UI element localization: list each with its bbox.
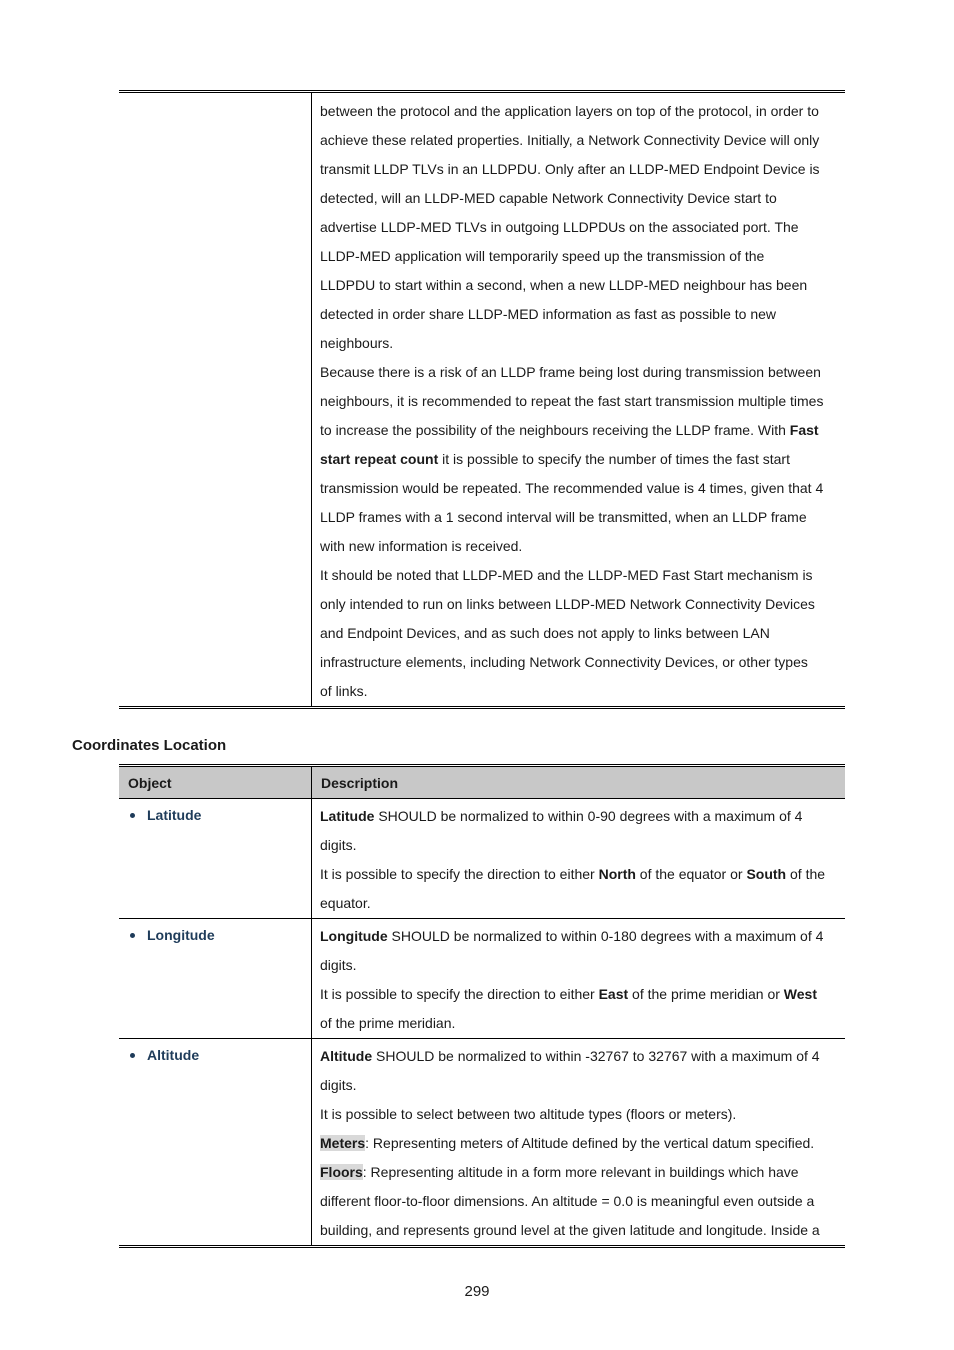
text-line: transmission would be repeated. The recommended value is 4 times, given that 4 bbox=[320, 480, 824, 496]
header-description: Description bbox=[321, 775, 399, 791]
object-item-altitude bbox=[128, 1043, 302, 1067]
text-line: digits. bbox=[320, 1077, 357, 1093]
text-line: : Representing altitude in a form more relevant in buildings which have bbox=[362, 1164, 799, 1180]
paragraph-fast-start-note bbox=[320, 561, 837, 706]
description-text bbox=[320, 1042, 837, 1245]
text-line: detected, will an LLDP-MED capable Network Connectivity Device start to bbox=[320, 190, 777, 206]
text-line: of the bbox=[786, 866, 826, 882]
bold-term: West bbox=[783, 986, 817, 1002]
text-line: detected in order share LLDP-MED information as fast as possible to new bbox=[320, 306, 777, 322]
text-line: It is possible to specify the direction to either bbox=[320, 986, 599, 1002]
bullet-icon bbox=[130, 813, 135, 818]
description-cell bbox=[312, 1039, 845, 1245]
text-line: with new information is received. bbox=[320, 538, 523, 554]
description-text bbox=[320, 802, 837, 918]
text-line: : Representing meters of Altitude defined by the vertical datum specified. bbox=[365, 1135, 815, 1151]
text-line: digits. bbox=[320, 957, 357, 973]
paragraph-fast-start-repeat bbox=[320, 358, 837, 561]
text-line: digits. bbox=[320, 837, 357, 853]
text-line: of the equator or bbox=[635, 866, 747, 882]
text-line: to increase the possibility of the neighbours receiving the LLDP frame. With bbox=[320, 422, 790, 438]
highlighted-term: Meters bbox=[320, 1135, 366, 1151]
table-row-latitude bbox=[119, 798, 845, 918]
text-line: different floor-to-floor dimensions. An altitude = 0.0 is meaningful even outside a bbox=[320, 1193, 815, 1209]
text-line: and Endpoint Devices, and as such does not apply to links between LAN bbox=[320, 625, 770, 641]
bold-term: Altitude bbox=[320, 1048, 373, 1064]
text-line: of links. bbox=[320, 683, 368, 699]
text-line: SHOULD be normalized to within 0-90 degrees with a maximum of 4 bbox=[374, 808, 803, 824]
object-label: Latitude bbox=[147, 807, 202, 823]
text-line: between the protocol and the application layers on top of the protocol, in order to bbox=[320, 103, 819, 119]
table-header-row bbox=[119, 767, 845, 798]
description-cell bbox=[312, 919, 845, 1038]
object-cell bbox=[119, 919, 312, 1038]
bold-term: Latitude bbox=[320, 808, 375, 824]
bold-term: North bbox=[598, 866, 636, 882]
text-line: It is possible to specify the direction to either bbox=[320, 866, 599, 882]
text-line: only intended to run on links between LLDP-MED Network Connectivity Devices bbox=[320, 596, 815, 612]
highlighted-term: Floors bbox=[320, 1164, 363, 1180]
paragraph-fast-start-intro bbox=[320, 97, 837, 358]
object-label: Altitude bbox=[147, 1047, 200, 1063]
text-line: neighbours, it is recommended to repeat the fast start transmission multiple times bbox=[320, 393, 824, 409]
object-cell-empty bbox=[119, 93, 312, 706]
text-line: building, and represents ground level at the given latitude and longitude. Inside a bbox=[320, 1222, 820, 1238]
object-cell bbox=[119, 799, 312, 918]
bullet-icon bbox=[130, 933, 135, 938]
bold-term: Fast bbox=[789, 422, 819, 438]
object-label: Longitude bbox=[147, 927, 215, 943]
bold-term: East bbox=[598, 986, 629, 1002]
page-number: 299 bbox=[464, 1283, 490, 1300]
header-object: Object bbox=[119, 767, 312, 798]
object-item-longitude bbox=[128, 923, 302, 947]
section-title: Coordinates Location bbox=[72, 737, 227, 754]
description-text bbox=[320, 922, 837, 1038]
description-cell bbox=[312, 93, 845, 706]
text-line: LLDPDU to start within a second, when a new LLDP-MED neighbour has been bbox=[320, 277, 808, 293]
object-item-latitude bbox=[128, 803, 302, 827]
text-line: it is possible to specify the number of times the fast start bbox=[438, 451, 790, 467]
coordinates-location-table bbox=[119, 764, 845, 1248]
bold-term: Longitude bbox=[320, 928, 388, 944]
description-cell bbox=[312, 799, 845, 918]
text-line: equator. bbox=[320, 895, 371, 911]
bullet-icon bbox=[130, 1053, 135, 1058]
text-line: achieve these related properties. Initially, a Network Connectivity Device will only bbox=[320, 132, 820, 148]
text-line: transmit LLDP TLVs in an LLDPDU. Only after an LLDP-MED Endpoint Device is bbox=[320, 161, 820, 177]
text-line: of the prime meridian. bbox=[320, 1015, 456, 1031]
text-line: SHOULD be normalized to within 0-180 degrees with a maximum of 4 bbox=[387, 928, 824, 944]
text-line: LLDP frames with a 1 second interval will be transmitted, when an LLDP frame bbox=[320, 509, 807, 525]
description-table-continued bbox=[119, 90, 845, 709]
text-line: LLDP-MED application will temporarily speed up the transmission of the bbox=[320, 248, 765, 264]
text-line: SHOULD be normalized to within -32767 to 32767 with a maximum of 4 bbox=[372, 1048, 820, 1064]
table-row-altitude bbox=[119, 1038, 845, 1245]
text-line: advertise LLDP-MED TLVs in outgoing LLDPDUs on the associated port. The bbox=[320, 219, 799, 235]
bold-term: South bbox=[746, 866, 787, 882]
text-line: of the prime meridian or bbox=[628, 986, 784, 1002]
text-line: Because there is a risk of an LLDP frame being lost during transmission between bbox=[320, 364, 821, 380]
table-row-longitude bbox=[119, 918, 845, 1038]
bold-term: start repeat count bbox=[320, 451, 439, 467]
text-line: neighbours. bbox=[320, 335, 394, 351]
text-line: infrastructure elements, including Network Connectivity Devices, or other types bbox=[320, 654, 808, 670]
text-line: It should be noted that LLDP-MED and the LLDP-MED Fast Start mechanism is bbox=[320, 567, 813, 583]
object-cell bbox=[119, 1039, 312, 1245]
text-line: It is possible to select between two altitude types (floors or meters). bbox=[320, 1106, 737, 1122]
